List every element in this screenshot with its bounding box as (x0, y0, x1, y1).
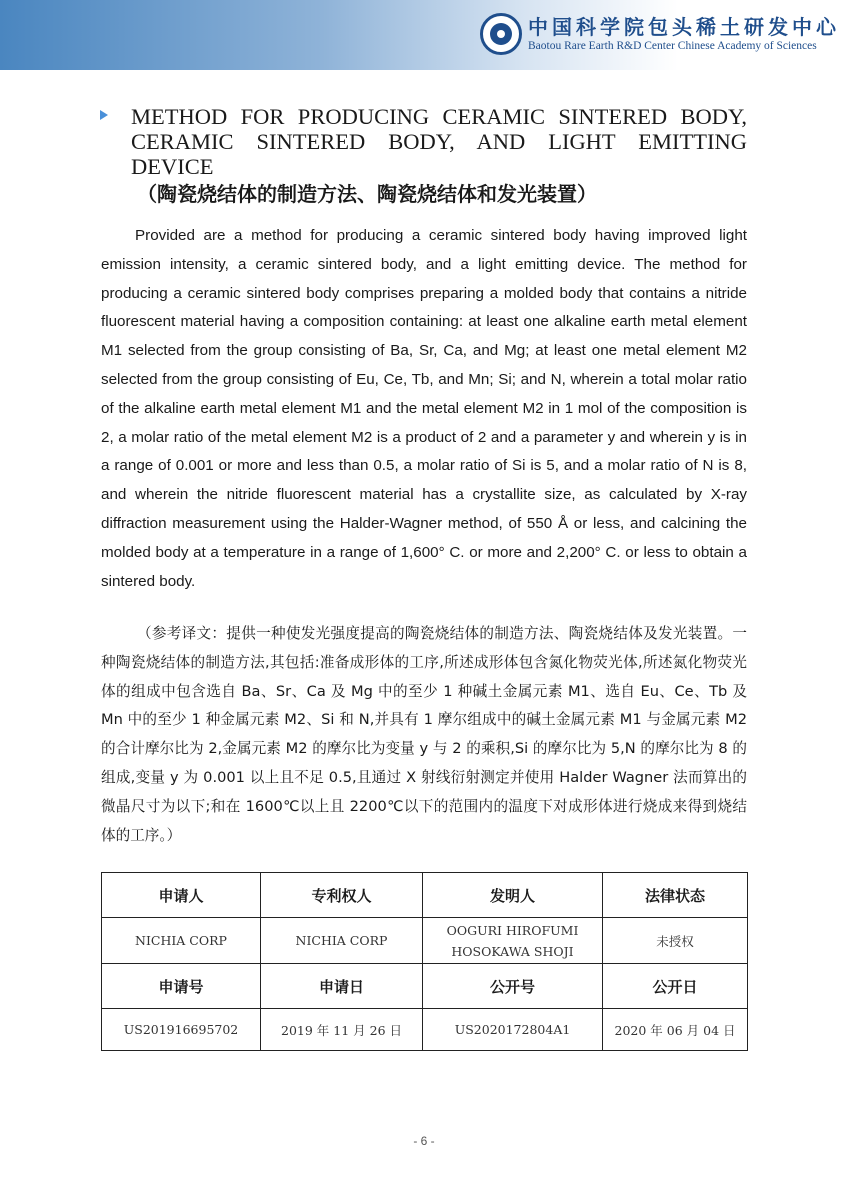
triangle-bullet-icon (100, 110, 108, 120)
patent-info-table (101, 872, 748, 1051)
table-header-row (102, 964, 748, 1009)
abstract-chinese: （参考译文：提供一种使发光强度提高的陶瓷烧结体的制造方法、陶瓷烧结体及发光装置。一种陶瓷烧结体的制造方法,其包括:准备成形体的工序,所述成形体包含氮化物荧光体,所述氮化物荧光体的组成中包含选自 Ba、Sr、Ca 及 Mg 中的至少 1 种碱土金属元素 M1、选自 Eu、Ce、Tb 及 Mn 中的至少 1 种金属元素 M2、Si 和 N,并具有 1 摩尔组成中的碱土金属元素 M1 与金属元素 M2 的合计摩尔比为 2,金属元素 M2 的摩尔比为变量 y 与 2 的乘积,Si 的摩尔比为 5,N 的摩尔比为 8 的组成,变量 y 为 0.001 以上且不足 0.5,且通过 X 射线衍射测定并使用 Halder Wagner 法而算出的微晶尺寸为以下;和在 1600℃以上且 2200℃以下的范围内的温度下对成形体进行烧成来得到烧结体的工序。） (101, 625, 747, 844)
header-publication-date: 公开日 (603, 964, 748, 1009)
title-english: METHOD FOR PRODUCING CERAMIC SINTERED BODY, CERAMIC SINTERED BODY, AND LIGHT EMITTING DEVICE (131, 104, 747, 179)
header-inventor: 发明人 (423, 873, 603, 918)
org-name-en: Baotou Rare Earth R&D Center Chinese Academy of Sciences (528, 40, 817, 52)
table-row (102, 1009, 748, 1051)
legal-status-value: 未授权 (603, 918, 748, 964)
applicant-value: NICHIA CORP (102, 918, 261, 964)
application-number-value: US201916695702 (102, 1009, 261, 1051)
header-patentee: 专利权人 (261, 873, 423, 918)
table-header-row (102, 873, 748, 918)
org-name (528, 15, 840, 53)
inventor-name: OOGURI HIROFUMI (446, 922, 579, 938)
inventor-name: HOSOKAWA SHOJI (451, 943, 574, 959)
inventor-value (423, 918, 603, 964)
org-name-cn: 中国科学院包头稀土研发中心 (528, 15, 840, 39)
header-publication-number: 公开号 (423, 964, 603, 1009)
publication-date-value: 2020 年 06 月 04 日 (603, 1009, 748, 1051)
table-row (102, 918, 748, 964)
cas-emblem-icon (480, 13, 522, 55)
title-chinese: （陶瓷烧结体的制造方法、陶瓷烧结体和发光装置） (137, 182, 597, 206)
publication-number-value: US2020172804A1 (423, 1009, 603, 1051)
header-application-date: 申请日 (261, 964, 423, 1009)
page-number: - 6 - (413, 1134, 435, 1148)
header-band (0, 0, 848, 70)
header-applicant: 申请人 (102, 873, 261, 918)
org-logo (480, 13, 840, 55)
application-date-value: 2019 年 11 月 26 日 (261, 1009, 423, 1051)
patentee-value: NICHIA CORP (261, 918, 423, 964)
header-application-number: 申请号 (102, 964, 261, 1009)
abstract-english: Provided are a method for producing a ceramic sintered body having improved light emission intensity, a ceramic sintered body, and a light emitting device. The method for producing a ceramic sintered body comprises preparing a molded body that contains a nitride fluorescent material having a composition containing: at least one alkaline earth metal element M1 selected from the group consisting of Ba, Sr, Ca, and Mg; at least one metal element M2 selected from the group consisting of Eu, Ce, Tb, and Mn; Si; and N, wherein a total molar ratio of the alkaline earth metal element M1 and the metal element M2 in 1 mol of the composition is 2, a molar ratio of the metal element M2 is a product of 2 and a parameter y and wherein y is in a range of 0.001 or more and less than 0.5, a molar ratio of Si is 5, and a molar ratio of N is 8, and wherein the nitride fluorescent material has a crystallite size, as calculated by X-ray diffraction measurement using the Halder-Wagner method, of 550 Å or less, and calcining the molded body at a temperature in a range of 1,600° C. or more and 2,200° C. or less to obtain a sintered body. (101, 227, 747, 590)
header-legal-status: 法律状态 (603, 873, 748, 918)
patent-title (103, 104, 747, 208)
